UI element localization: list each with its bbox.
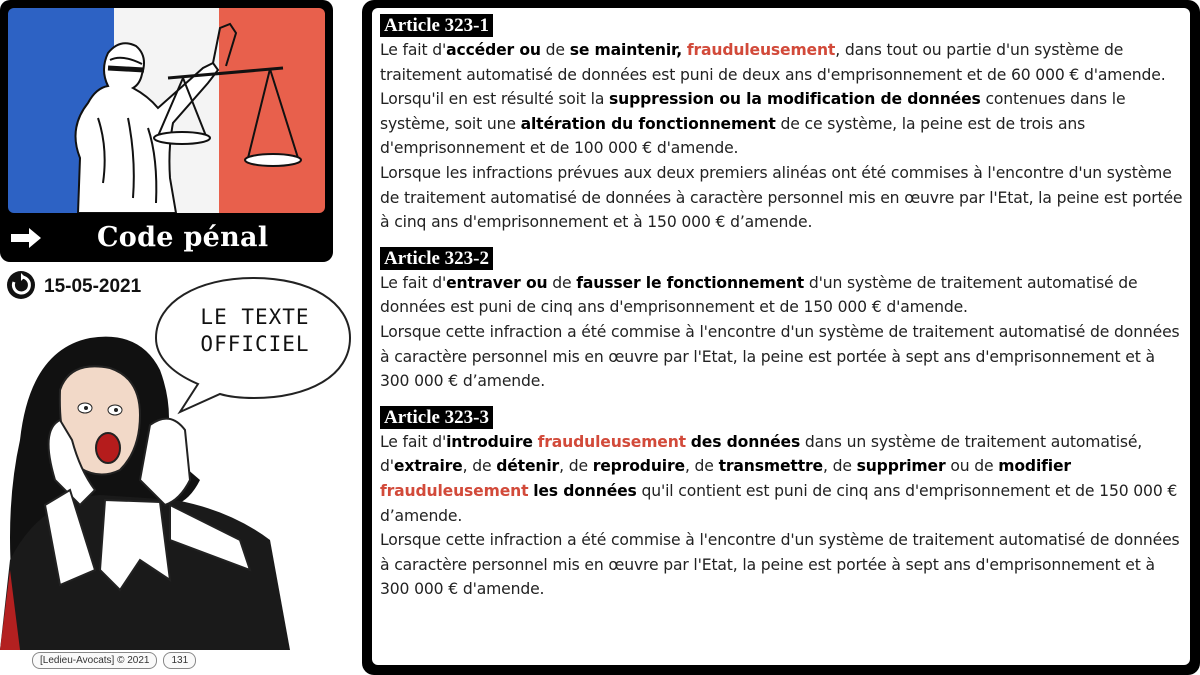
bold-term: extraire [393, 457, 463, 476]
text-run: qu'il contient est puni de cinq ans d'emprisonnement et de 150 000 € d’amende. [380, 481, 1178, 525]
bold-term: fausser le fonctionnement [576, 273, 805, 292]
bold-term: entraver ou [446, 273, 548, 292]
update-date [6, 270, 141, 304]
code-penal-bar [0, 213, 333, 262]
text-run: ou de [945, 457, 999, 476]
article-body [380, 271, 1185, 394]
text-run: Le fait d' [380, 273, 447, 292]
footer-page-number: 131 [163, 652, 196, 669]
text-run: Lorsque cette infraction a été commise à l'encontre d'un système de traitement automatisé de données à caractère personnel mis en œuvre par l'Etat, la peine est portée à sept ans d'emprisonnement et à 300 000 € d'amende. [380, 531, 1180, 599]
text-run: , de [559, 457, 593, 476]
text-run: , dans tout ou partie d'un système de traitement automatisé de données est puni de deux ans d'emprisonnement et de 60 000 € d'amende. [380, 41, 1166, 84]
text-run: , de [684, 457, 719, 476]
article-paragraph [380, 161, 1185, 235]
bold-term: des données [690, 432, 801, 451]
articles-content [372, 8, 1190, 665]
text-run: d'un système de traitement automatisé de données est puni de cinq ans d'emprisonnement et de 150 000 € d'amende. [380, 273, 1138, 317]
footer [32, 652, 196, 669]
bold-term: suppression ou la modification de données [609, 90, 981, 109]
article-title: Article 323-3 [380, 406, 493, 429]
bold-term: altération du fonctionnement [520, 114, 776, 133]
article-title: Article 323-1 [380, 14, 493, 37]
text-run: dans un système de traitement automatisé, d' [380, 432, 1143, 476]
date-label: 15-05-2021 [44, 276, 142, 297]
highlight-red-term: frauduleusement [380, 481, 529, 500]
bold-term: supprimer [856, 457, 946, 476]
text-run: Le fait d' [380, 432, 447, 451]
bold-term: introduire [446, 432, 533, 451]
lawyer-character-illustration [0, 330, 300, 650]
french-flag [8, 8, 325, 213]
bold-term: reproduire [592, 457, 685, 476]
text-run: , de [822, 457, 857, 476]
refresh-icon [6, 270, 36, 304]
highlight-red-term: frauduleusement [686, 41, 836, 59]
article-323-1 [380, 14, 1190, 235]
article-body [380, 38, 1185, 235]
bold-term: les données [533, 481, 637, 500]
article-paragraph [380, 271, 1185, 320]
text-run: contenues dans le système, soit une [380, 90, 1126, 133]
text-run: Lorsque cette infraction a été commise à l'encontre d'un système de traitement automatisé de données à caractère personnel mis en œuvre par l'Etat, la peine est portée à sept ans d'emprisonnement et à 300 000 € d’amende. [380, 322, 1180, 391]
text-run: Lorsque les infractions prévues aux deux premiers alinéas ont été commises à l'encontre d'un système de traitement automatisé de données à caractère personnel mis en œuvre par l'Etat, la peine est portée à cinq ans d'emprisonnement et à 150 000 € d’amende. [380, 163, 1183, 232]
article-323-2 [380, 247, 1190, 394]
article-title: Article 323-2 [380, 247, 493, 270]
article-paragraph [380, 320, 1185, 394]
bubble-line-2: OFFICIEL [200, 332, 310, 356]
text-run: , de [462, 457, 497, 476]
bold-term: transmettre [718, 457, 823, 476]
article-body [380, 430, 1185, 602]
bubble-line-1: LE TEXTE [200, 305, 310, 329]
article-paragraph [380, 430, 1185, 528]
text-run: Le fait d' [380, 41, 447, 59]
text-run: Lorsqu'il en est résulté soit la [380, 90, 610, 109]
code-penal-banner [0, 0, 333, 262]
arrow-right-icon [0, 220, 52, 256]
text-run: de [547, 273, 577, 292]
articles-panel [362, 0, 1200, 675]
code-penal-label: Code pénal [97, 222, 269, 253]
article-323-3 [380, 406, 1190, 602]
bold-term: se maintenir, [569, 41, 683, 59]
bold-term: détenir [496, 457, 560, 476]
article-paragraph [380, 87, 1185, 161]
justice-statue-icon [8, 8, 325, 213]
text-run: de [540, 41, 570, 59]
footer-credit: [Ledieu-Avocats] © 2021 [32, 652, 157, 669]
highlight-red-term: frauduleusement [537, 432, 686, 451]
article-paragraph [380, 38, 1185, 87]
bold-term: modifier [998, 457, 1071, 476]
article-paragraph [380, 528, 1185, 602]
text-run: de ce système, la peine est de trois ans d'emprisonnement et de 100 000 € d'amende. [380, 114, 1086, 158]
bold-term: accéder ou [446, 41, 541, 59]
